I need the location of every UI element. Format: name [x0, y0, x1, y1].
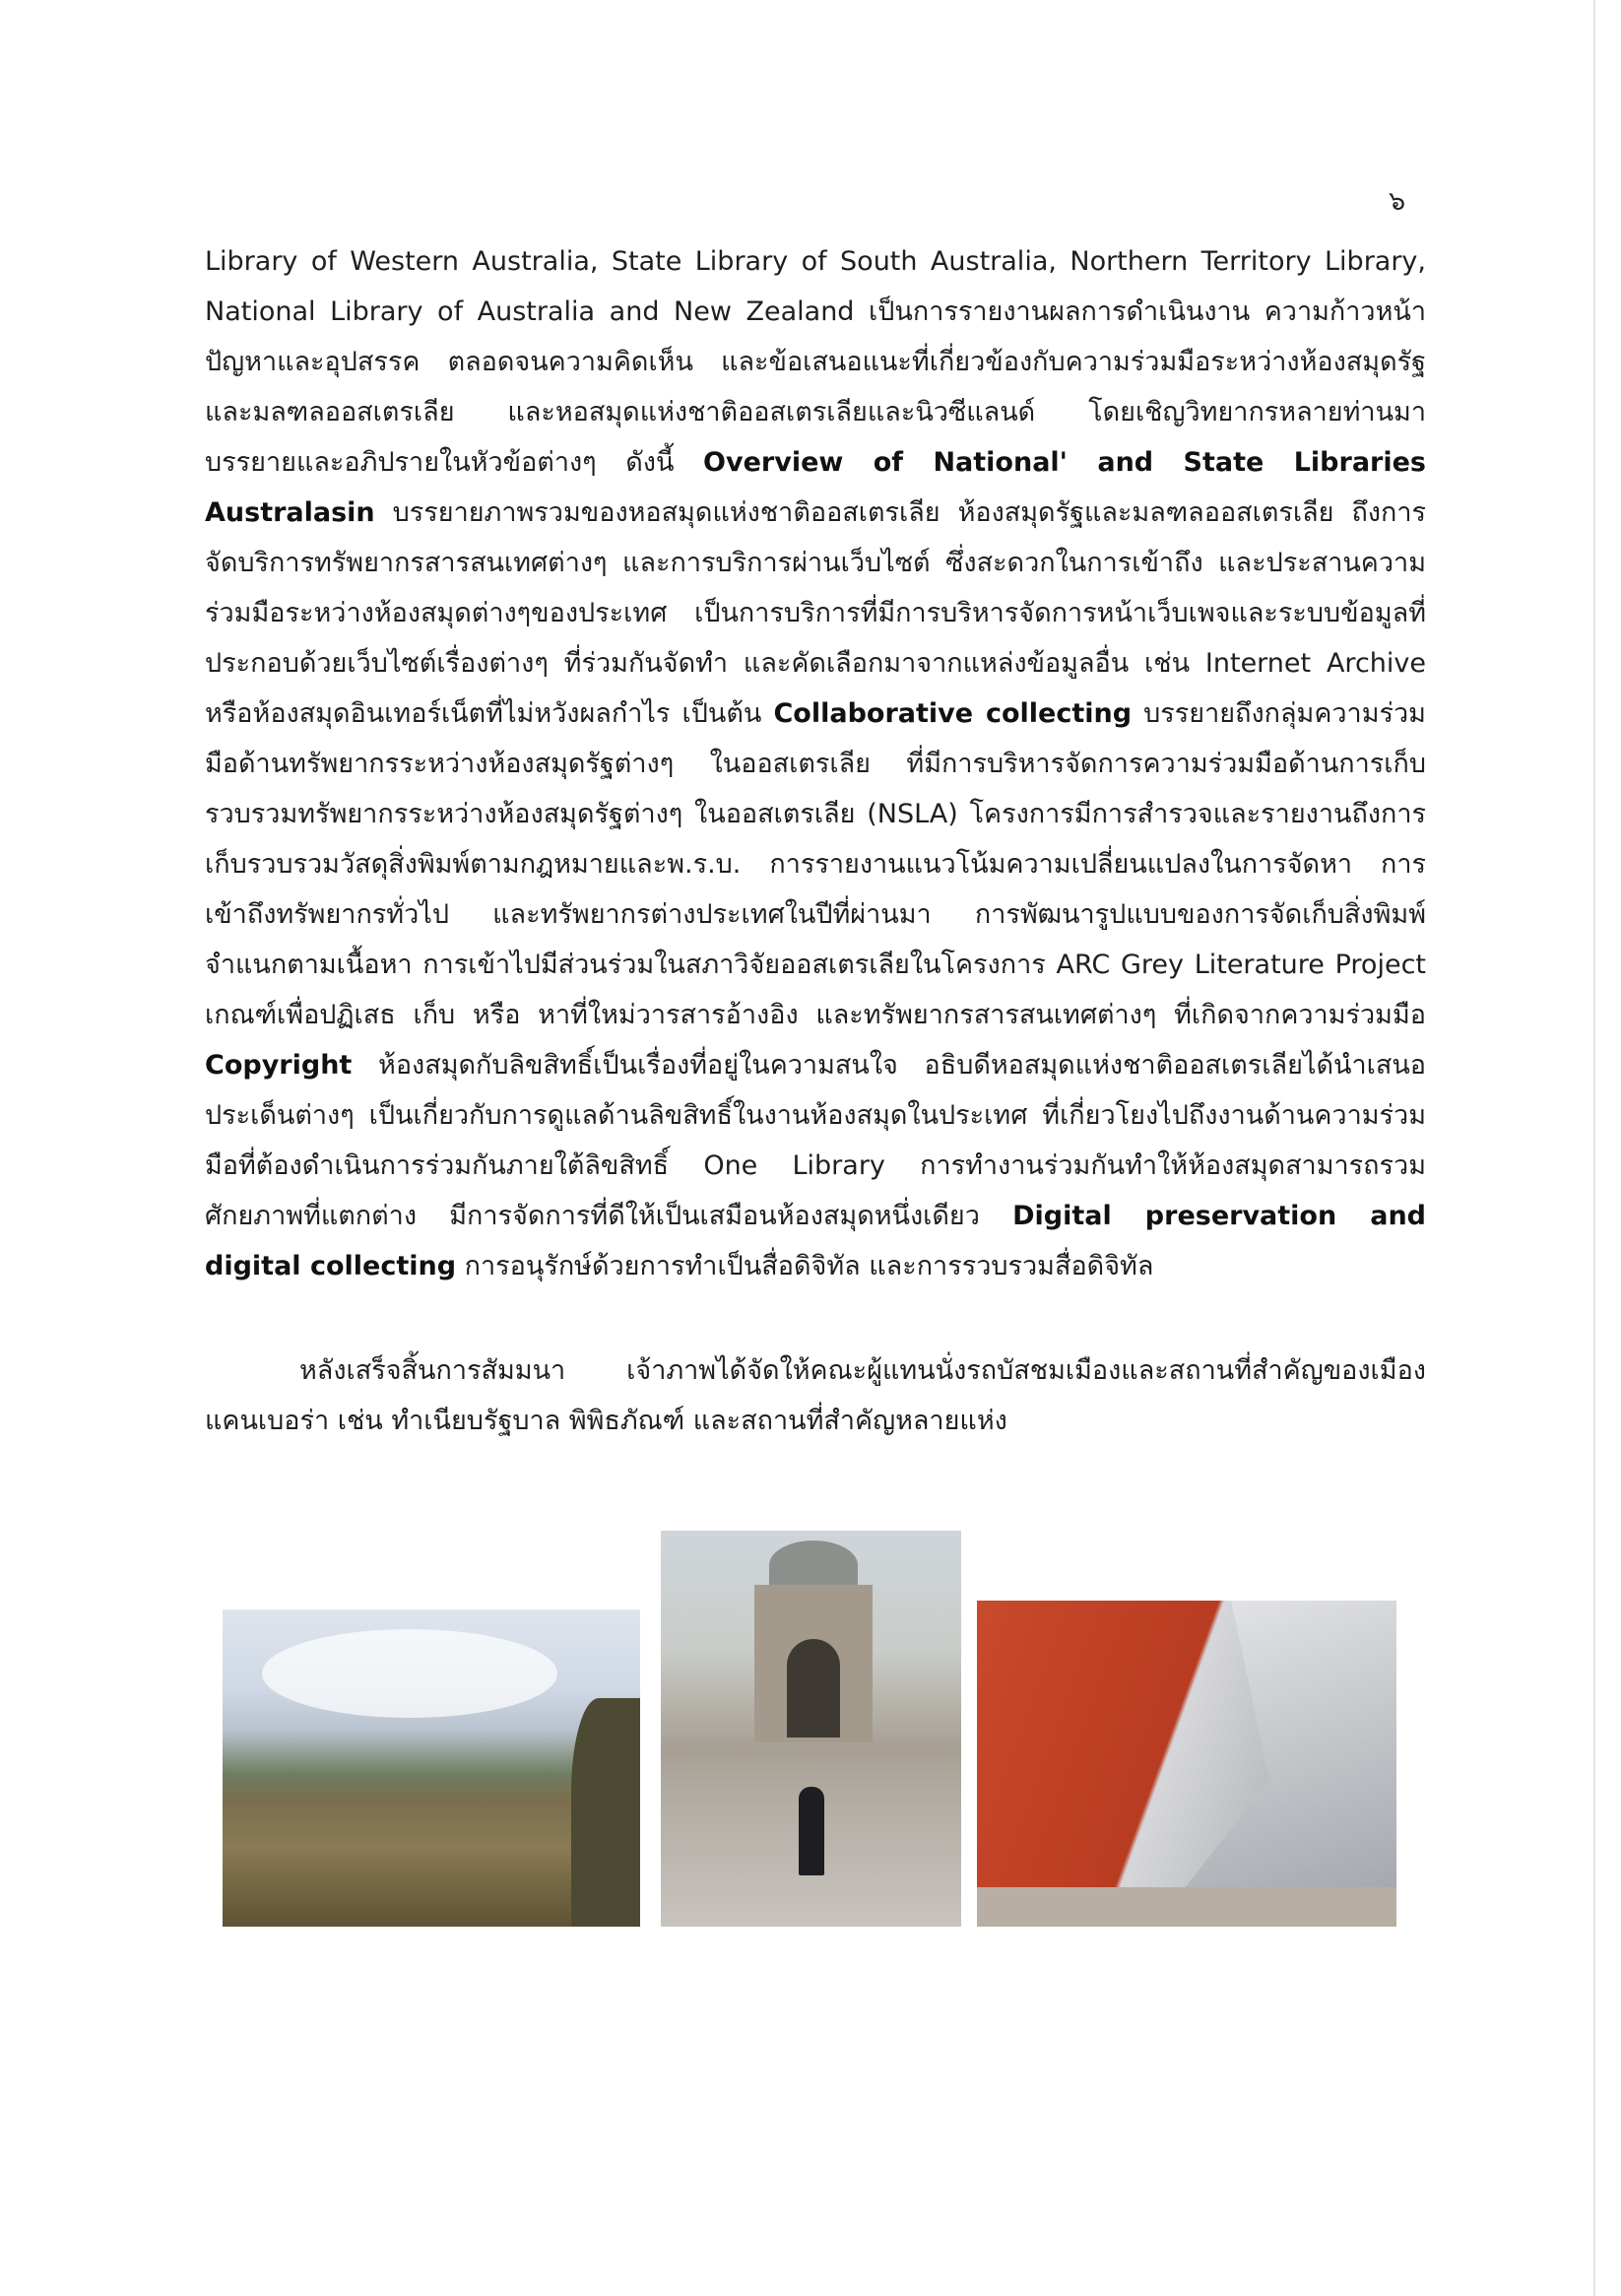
page-number: ๖	[1389, 186, 1406, 217]
photo-person	[799, 1787, 824, 1875]
paragraph-1-text-5: การอนุรักษ์ด้วยการทำเป็นสื่อดิจิทัล และการรวบรวมสื่อดิจิทัล	[456, 1251, 1154, 1281]
photo-dome	[769, 1541, 858, 1590]
photo-arch	[787, 1639, 840, 1738]
photo-canberra-landscape	[223, 1609, 640, 1927]
photo-floor	[977, 1887, 1396, 1927]
paragraph-1-text-1: Library of Western Australia, State Library of South Australia, Northern Territory Library, National Library of Australia and New Zealand เป็นการรายงานผลการดำเนินงาน ความก้าวหน้า ปัญหาและอุปสรรค ตลอดจนความคิดเห็น และข้อเสนอแนะที่เกี่ยวข้องกับความร่วมมือระหว่างห้องสมุดรัฐและมลฑลออสเตรเลีย และหอสมุดแห่งชาติออสเตรเลียและนิวซีแลนด์ โดยเชิญวิทยากรหลายท่านมาบรรยายและอภิปรายในหัวข้อต่างๆ ดังนี้	[205, 246, 1426, 478]
paragraph-1-text-2: บรรยายภาพรวมของหอสมุดแห่งชาติออสเตรเลีย ห้องสมุดรัฐและมลฑลออสเตรเลีย ถึงการจัดบริการทรัพยากรสารสนเทศต่างๆ และการบริการผ่านเว็บไซต์ ซึ่งสะดวกในการเข้าถึง และประสานความร่วมมือระหว่างห้องสมุดต่างๆของประเทศ เป็นการบริการที่มีการบริหารจัดการหน้าเว็บเพจและระบบข้อมูลที่ประกอบด้วยเว็บไซต์เรื่องต่างๆ ที่ร่วมกันจัดทำ และคัดเลือกมาจากแหล่งข้อมูลอื่น เช่น Internet Archive หรือห้องสมุดอินเทอร์เน็ตที่ไม่หวังผลกำไร เป็นต้น	[205, 497, 1426, 729]
paragraph-2: หลังเสร็จสิ้นการสัมมนา เจ้าภาพได้จัดให้คณะผู้แทนนั่งรถบัสชมเมืองและสถานที่สำคัญของเมืองแคนเบอร่า เช่น ทำเนียบรัฐบาล พิพิธภัณฑ์ และสถานที่สำคัญหลายแห่ง	[205, 1355, 1426, 1436]
paragraph-1-text-4: ห้องสมุดกับลิขสิทธิ์เป็นเรื่องที่อยู่ในความสนใจ อธิบดีหอสมุดแห่งชาติออสเตรเลียได้นำเสนอประเด็นต่างๆ เป็นเกี่ยวกับการดูแลด้านลิขสิทธิ์ในงานห้องสมุดในประเทศ ที่เกี่ยวโยงไปถึงงานด้านความร่วมมือที่ต้องดำเนินการร่วมกันภายใต้ลิขสิทธิ์ One Library การทำงานร่วมกันทำให้ห้องสมุดสามารถรวมศักยภาพที่แตกต่าง มีการจัดการที่ดีให้เป็นเสมือนห้องสมุดหนึ่งเดียว	[205, 1050, 1426, 1231]
photo-museum-architecture	[977, 1601, 1396, 1927]
paragraph-1-text-3: บรรยายถึงกลุ่มความร่วมมือด้านทรัพยากรระหว่างห้องสมุดรัฐต่างๆ ในออสเตรเลีย ที่มีการบริหารจัดการความร่วมมือด้านการเก็บรวบรวมทรัพยากรระหว่างห้องสมุดรัฐต่างๆ ในออสเตรเลีย (NSLA) โครงการมีการสำรวจและรายงานถึงการเก็บรวบรวมวัสดุสิ่งพิมพ์ตามกฎหมายและพ.ร.บ. การรายงานแนวโน้มความเปลี่ยนแปลงในการจัดหา การเข้าถึงทรัพยากรทั่วไป และทรัพยากรต่างประเทศในปีที่ผ่านมา การพัฒนารูปแบบของการจัดเก็บสิ่งพิมพ์จำแนกตามเนื้อหา การเข้าไปมีส่วนร่วมในสภาวิจัยออสเตรเลียในโครงการ ARC Grey Literature Project เกณฑ์เพื่อปฏิเสธ เก็บ หรือ หาที่ใหม่วารสารอ้างอิง และทรัพยากรสารสนเทศต่างๆ ที่เกิดจากความร่วมมือ	[205, 698, 1426, 1030]
topic-collaborative-collecting: Collaborative collecting	[773, 698, 1133, 729]
photo-tree	[571, 1698, 640, 1927]
topic-copyright: Copyright	[205, 1050, 353, 1081]
photo-metal-facade	[1154, 1601, 1396, 1927]
photo-cloud	[262, 1629, 557, 1718]
topic-digital-preservation: Digital preservation and digital collecting	[205, 1201, 1427, 1281]
topic-overview: Overview of National' and State Libraries Australasin	[205, 447, 1426, 528]
scan-edge	[1593, 0, 1595, 2296]
paragraph-1	[205, 236, 1426, 1291]
photo-war-memorial	[661, 1531, 961, 1927]
